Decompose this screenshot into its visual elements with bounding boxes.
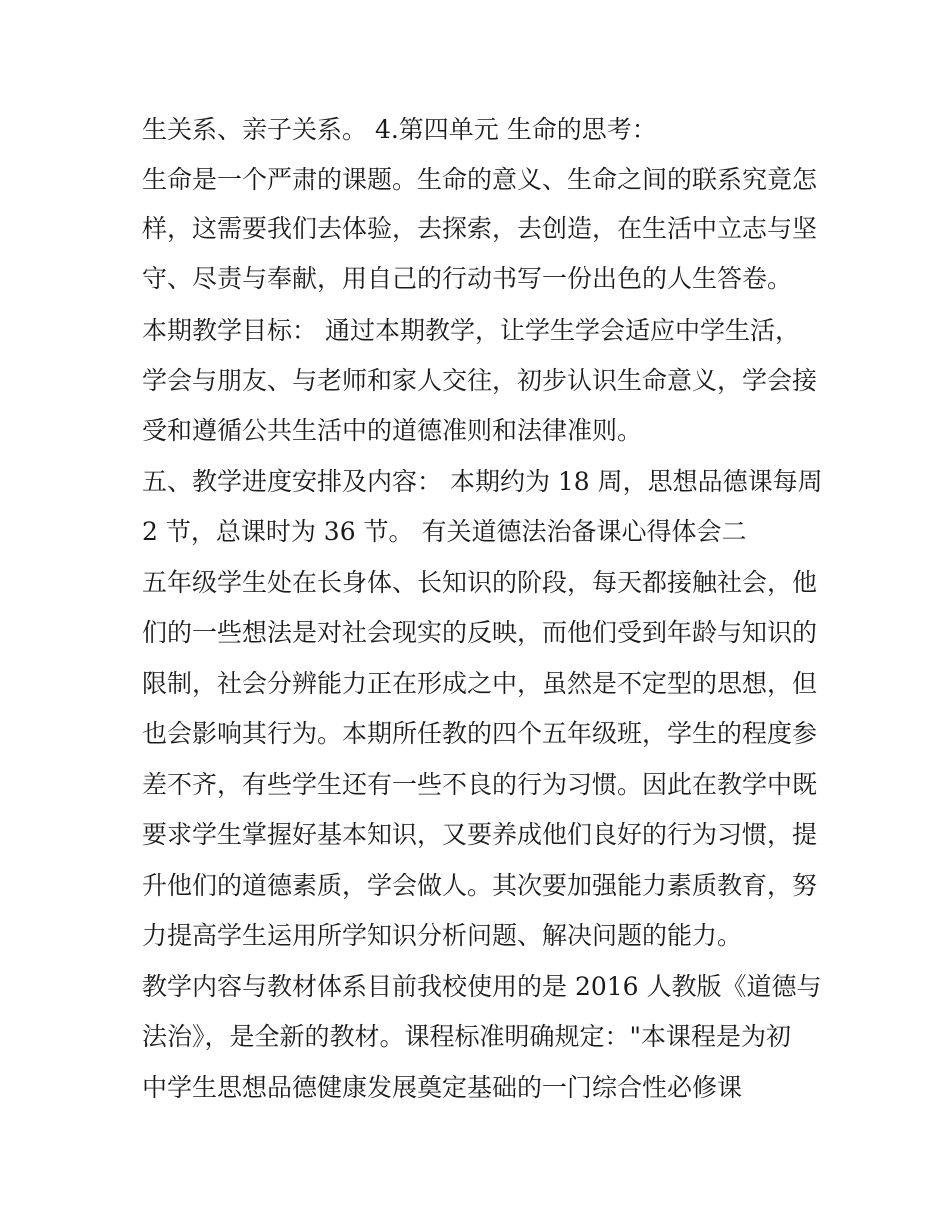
text-line: 差不齐，有些学生还有一些不良的行为习惯。因此在教学中既 [142,770,818,799]
text-line: 法治》，是全新的教材。课程标准明确规定："本课程是为初 [142,1022,792,1051]
text-line: 也会影响其行为。本期所任教的四个五年级班，学生的程度参 [142,719,818,748]
text-line: 2 节，总课时为 36 节。 有关道德法治备课心得体会二 [142,517,747,546]
text-line: 教学内容与教材体系目前我校使用的是 2016 人教版《道德与 [142,972,822,1001]
text-line: 学会与朋友、与老师和家人交往，初步认识生命意义，学会接 [142,366,818,395]
text-line: 要求学生掌握好基本知识，又要养成他们良好的行为习惯，提 [142,820,818,849]
text-line: 守、尽责与奉献，用自己的行动书写一份出色的人生答卷。 [142,264,793,293]
text-line: 生命是一个严肃的课题。生命的意义、生命之间的联系究竟怎 [142,165,818,194]
text-line: 五年级学生处在长身体、长知识的阶段，每天都接触社会，他 [142,568,818,597]
text-line: 限制，社会分辨能力正在形成之中，虽然是不定型的思想，但 [142,669,818,698]
text-line: 生关系、亲子关系。 4.第四单元 生命的思考： [142,115,657,144]
text-line: 本期教学目标： 通过本期教学，让学生学会适应中学生活， [142,316,800,345]
text-line: 样，这需要我们去体验，去探索，去创造，在生活中立志与坚 [142,214,818,243]
text-line: 受和遵循公共生活中的道德准则和法律准则。 [142,416,643,445]
text-line: 升他们的道德素质，学会做人。其次要加强能力素质教育，努 [142,871,818,900]
text-line: 五、教学进度安排及内容： 本期约为 18 周，思想品德课每周 [142,467,823,496]
text-line: 中学生思想品德健康发展奠定基础的一门综合性必修课 [142,1073,743,1102]
text-line: 们的一些想法是对社会现实的反映，而他们受到年龄与知识的 [142,618,818,647]
text-line: 力提高学生运用所学知识分析问题、解决问题的能力。 [142,921,743,950]
